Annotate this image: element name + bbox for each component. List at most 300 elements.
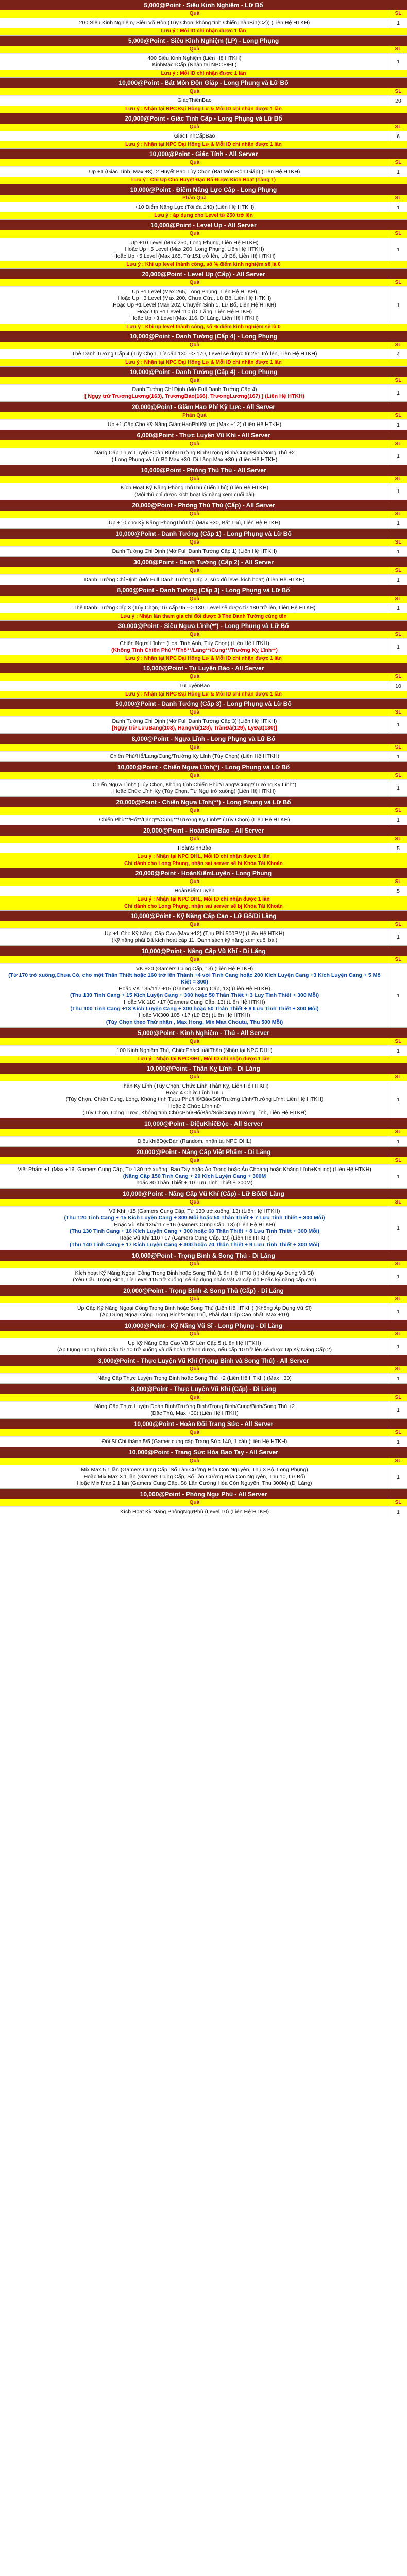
table-header [0,596,407,603]
qty-cell: 1 [389,518,407,528]
text-line: (Thu 130 Tinh Cang + 15 Kích Luyện Cang + 300 hoặc 50 Thân Thiết + 3 Luy Tinh Thiết + 300 Mỗi) [70,992,319,998]
text-line: Up +10 cho Kỹ Năng PhòngThủThú (Max +30, Bất Thú, Liên Hệ HTKH) [108,520,281,526]
text-line: Hoặc 4 Chức Lĩnh TuLu [165,1090,224,1096]
reward-section [0,465,407,500]
table-header [0,412,407,419]
reward-section [0,1118,407,1147]
qty-column-header: SL [395,441,402,447]
qty-cell: 1 [389,483,407,500]
text-line: Lưu ý : Nhận tại NPC ĐHL, Mỗi ID chỉ nhận được 1 lần [137,1056,270,1062]
text-line: Hoặc Up +1 Level 110 (Di Lăng, Liên Hệ HTKH) [137,309,252,315]
reward-section [0,1384,407,1419]
text-line: Lưu ý : Nhận tại NPC Đại Hồng Lư & Mỗi ID chỉ nhận được 1 lần [125,106,282,112]
table-header [0,539,407,546]
reward-section [0,529,407,557]
table-row [0,448,407,465]
text-line: (Thu 140 Tinh Cang + 17 Kích Luyện Cang + 300 hoặc 70 Thân Thiết + 9 Lưu Tinh Thiết + 300 Mỗi) [69,1242,320,1248]
text-line: (Thu 100 Tinh Cang +13 Kích Luyện Cang + 300 hoặc 50 Thân Thiết + 8 Lưu Tinh Thiết + 300 Mỗi) [70,1006,319,1012]
gift-column-header: Quà [0,772,389,779]
reward-section [0,911,407,946]
text-line: [Ngụy trừ LưuBang(103), HạngVũ(128), TrầnĐà(129), LyĐạt(130)] [112,725,277,731]
qty-column-header: SL [395,11,402,16]
reward-section [0,0,407,36]
qty-cell: 1 [389,603,407,613]
table-row [0,518,407,528]
qty-column-header: SL [395,1129,402,1135]
text-line: Hoặc Up +1 Level (Max 202, Chuyển Sinh 1, Lữ Bố, Liên Hệ HTKH) [113,302,276,308]
gift-column-header: Quà [0,46,389,53]
gift-cell [0,1136,389,1146]
gift-column-header: Quà [0,807,389,815]
section-note [0,691,407,698]
qty-column-header: SL [395,1458,402,1464]
qty-column-header: SL [395,539,402,545]
qty-cell: 1 [389,202,407,212]
text-line: (Từ 170 trở xuống,Chưa Có, cho một Thân Thiết hoặc 160 trở lên Thành +4 với Tinh Cang hoặc 200 Kích Luyện Cang +3 Kích Luyện Cang + 5 Mố Kiệt = 300) [8,972,381,985]
gift-cell [0,638,389,655]
table-row [0,238,407,261]
gift-cell [0,1401,389,1418]
text-line: Hoặc Up +3 Level (Max 200, Chưa Cửu, Lữ Bố, Liên Hệ HTKH) [117,295,272,301]
text-line: (Thu 130 Tinh Cang + 16 Kích Luyện Cang + 300 hoặc 60 Thân Thiết + 8 Lưu Tinh Thiết + 300 Mỗi) [69,1228,320,1234]
gift-cell [0,843,389,853]
text-line: Năng Cấp Thực Luyện Đoàn Binh/Trường Binh/Trọng Binh/Cung/Binh/Song Thủ +2 [94,450,295,456]
text-line: Chiến Ngựa Lĩnh* (Túy Chọn, Không tính Chiến Phù*/Lang*/Cung*/Trường Kỵ Lĩnh*) [92,782,297,788]
qty-column-header: SL [395,476,402,482]
text-line: Hoặc VK 135/117 +15 (Gamers Cung Cấp, 13) (Liên Hệ HTKH) [118,986,270,992]
gift-cell [0,1465,389,1488]
section-title: 20,000@Point - Chiến Ngựa Lĩnh(**) - Long Phụng và Lữ Bố [0,797,407,807]
table-row [0,716,407,733]
text-line: Hoặc Mix Max 2 1 lần (Gamers Cung Cấp, Số Lần Cường Hóa Còn Nguyên, Thu 300M) (Di Lăng) [77,1480,312,1486]
qty-cell: 1 [389,716,407,733]
text-line: Hoặc VK 110 +17 (Gamers Cung Cấp, 13) (Liên Hệ HTKH) [124,999,265,1005]
text-line: KinhMạchCấp (Nhận tại NPC ĐHL) [152,62,237,68]
table-header [0,631,407,638]
table-row [0,419,407,430]
gift-column-header: Quà [0,440,389,448]
gift-cell [0,53,389,70]
section-title: 10,000@Point - Điểm Năng Lực Cấp - Long Phụng [0,184,407,195]
qty-column-header: SL [395,744,402,750]
table-header [0,1429,407,1436]
gift-column-header: Quà [0,1458,389,1465]
qty-column-header: SL [395,957,402,962]
text-line: Năng Cấp Thực Luyện Đoàn Binh/Trường Binh/Trọng Binh/Cung/Binh/Song Thủ +2 [94,1403,295,1410]
table-header [0,921,407,928]
gift-cell [0,18,389,28]
table-header [0,46,407,53]
section-note [0,613,407,620]
gift-column-header: Quà [0,1157,389,1164]
table-row [0,53,407,70]
table-row [0,963,407,1027]
section-note [0,324,407,331]
table-row [0,483,407,500]
section-note [0,70,407,77]
qty-cell: 1 [389,1164,407,1188]
gift-cell [0,1338,389,1355]
gift-column-header: Quà [0,878,389,886]
gift-cell [0,483,389,500]
qty-column-header: SL [395,46,402,52]
text-line: Thẻ Danh Tướng Cấp 3 (Túy Chọn, Từ cấp 95 --> 130, Level sẽ được từ 180 trở lên, Liên Hệ HTKH) [73,605,316,611]
table-header [0,709,407,716]
text-line: Lưu ý : Nhận lần tham gia chỉ đổi được 3 Thẻ Danh Tướng cùng tên [120,614,287,619]
text-line: VK +20 (Gamers Cung Cấp, 13) (Liên Hệ HTKH) [135,965,253,972]
reward-section [0,1250,407,1285]
text-line: ( Long Phụng và Lữ Bố Max +30, Di Lăng Max +30 ) (Liên Hệ HTKH) [111,456,278,463]
reward-section [0,149,407,184]
qty-cell: 1 [389,1206,407,1250]
reward-section [0,220,407,269]
table-row [0,1436,407,1447]
gift-column-header: Quà [0,476,389,483]
text-line: GiácThiênBao [177,97,212,104]
text-line: Lưu ý : Nhận tại NPC Đại Hồng Lư & Mỗi ID chỉ nhận được 1 lần [125,656,282,662]
text-line: Up Kỹ Năng Cấp Cao Vũ Sĩ Lên Cấp 5 (Liên Hệ HTKH) [128,1340,261,1346]
table-row [0,1206,407,1250]
text-line: Đổi Sĩ Chỉ thành 5/5 (Gamer cung cấp Trang Sức 140, 1 cái) (Liên Hệ HTKH) [101,1438,287,1445]
qty-cell: 1 [389,1136,407,1146]
reward-section [0,663,407,699]
qty-column-header: SL [395,511,402,517]
table-row [0,546,407,556]
gift-column-header: Quà [0,1429,389,1436]
section-title: 30,000@Point - Siêu Ngựa Lĩnh(**) - Long Phụng và Lữ Bố [0,621,407,631]
table-header [0,230,407,238]
section-note [0,212,407,219]
table-header [0,279,407,286]
table-row [0,1373,407,1383]
section-title: 10,000@Point - Chiến Ngựa Lĩnh(*) - Long Phụng và Lữ Bố [0,762,407,772]
table-header [0,159,407,166]
qty-cell: 1 [389,53,407,70]
text-line: HoànSinhBảo [178,845,211,851]
gift-cell [0,1081,389,1118]
qty-column-header: SL [395,922,402,927]
table-row [0,1338,407,1355]
qty-column-header: SL [395,1039,402,1044]
table-row [0,95,407,106]
gift-cell [0,928,389,945]
table-row [0,166,407,177]
qty-cell: 1 [389,238,407,261]
qty-cell: 1 [389,1373,407,1383]
section-title: 3,000@Point - Thực Luyện Vũ Khí (Trọng Binh và Song Thủ) - All Server [0,1355,407,1366]
table-header [0,744,407,751]
section-title: 5,000@Point - Kinh Nghiệm - Thú - All Server [0,1028,407,1038]
text-line: Chiến Ngựa Lĩnh** (Loại Tinh Anh, Tùy Chọn) (Liên Hệ HTKH) [120,640,269,647]
table-row [0,638,407,655]
text-line: Hoặc 2 Chức Lĩnh nữ [168,1103,221,1109]
section-note [0,1056,407,1063]
text-line: Mix Max 5 1 lần (Gamers Cung Cấp, Số Lần Cường Hóa Con Nguyên, Thụ 3 Bộ, Long Phụng) [81,1467,308,1473]
table-row [0,349,407,359]
table-row [0,1401,407,1418]
text-line: Lưu ý : Nhận tại NPC ĐHL, Mỗi ID chỉ nhận được 1 lần [137,854,270,859]
qty-cell: 1 [389,384,407,401]
gift-cell [0,1206,389,1250]
qty-column-header: SL [395,1366,402,1372]
gift-cell [0,681,389,691]
table-row [0,681,407,691]
qty-cell: 1 [389,166,407,177]
gift-cell [0,518,389,528]
text-line: Chỉ dành cho Long Phụng, nhận sai server sẽ bị Khóa Tài Khoản [124,904,283,909]
gift-cell [0,1436,389,1447]
gift-cell [0,716,389,733]
gift-cell [0,1164,389,1188]
table-row [0,779,407,796]
text-line: TuLuyệnBao [179,683,210,689]
reward-section [0,1419,407,1447]
section-title: 10,000@Point - Danh Tướng (Cấp 4) - Long Phụng [0,331,407,342]
gift-column-header: Quà [0,1394,389,1401]
table-header [0,88,407,95]
gift-column-header: Quà [0,1366,389,1373]
gift-column-header: Quà [0,1199,389,1206]
qty-column-header: SL [395,773,402,778]
reward-section [0,557,407,585]
table-row [0,1465,407,1488]
qty-cell: 1 [389,574,407,585]
text-line: (Dặc Thù, Max +30) (Liên Hệ HTKH) [150,1410,239,1416]
qty-column-header: SL [395,1199,402,1205]
gift-column-header: Quà [0,1331,389,1338]
text-line: Up +1 Cấp Cho Kỹ Năng GiảmHaoPhíKỹLực (Max +12) (Liên Hệ HTKH) [107,421,282,428]
text-line: Lưu ý : Mỗi ID chỉ nhận được 1 lần [161,28,246,34]
gift-cell [0,448,389,465]
gift-column-header: Quà [0,377,389,384]
section-title: 20,000@Point - HoànKiếmLuyện - Long Phụng [0,868,407,878]
table-header [0,1499,407,1506]
qty-column-header: SL [395,596,402,602]
qty-cell: 20 [389,95,407,106]
section-title: 10,000@Point - Kỹ Năng Cấp Cao - Lữ Bố/Di Lăng [0,911,407,921]
text-line: Chiến Phù/Hổ/Lang/Cung/Trường Kỵ Lĩnh (Tùy Chọn) (Liên Hệ HTKH) [109,753,280,759]
table-header [0,1261,407,1268]
text-line: Up +10 Level (Max 250, Long Phụng, Liên Hệ HTKH) [130,240,259,246]
gift-column-header: Quà [0,159,389,166]
gift-column-header: Quà [0,279,389,286]
section-note [0,141,407,148]
section-title: 10,000@Point - Giác Tính - All Server [0,149,407,159]
section-title: 10,000@Point - Nâng Cấp Vũ Khí (Cấp) - Lữ Bố/Di Lăng [0,1189,407,1199]
section-title: 10,000@Point - Thân Kỵ Lĩnh - Di Lăng [0,1063,407,1074]
text-line: Up Cấp Kỹ Năng Ngoại Công Trọng Binh hoặc Song Thủ (Liên Hệ HTKH) (Không Áp Dụng Vũ Sĩ) [77,1305,312,1311]
reward-section [0,113,407,149]
gift-cell [0,384,389,401]
table-row [0,815,407,825]
text-line: HoànKiếmLuyện [174,888,215,894]
table-header [0,1199,407,1206]
text-line: Danh Tướng Chỉ Định (Mở Full Danh Tướng Cấp 2, sức đủ level kích hoạt) (Liên Hệ HTKH) [84,577,305,583]
text-line: Danh Tướng Chỉ Định (Mở Full Danh Tướng Cấp 4) [132,386,257,393]
text-line: 200 Siêu Kinh Nghiệm, Siêu Võ Hồn (Túy Chọn, không tính ChiếnThầnBin(CZ)) (Liên Hệ HTKH) [79,20,310,26]
text-line: Up +1 Level (Max 265, Long Phụng, Liên Hệ HTKH) [132,289,257,295]
gift-cell [0,751,389,761]
text-line: Lưu ý : Nhận tại NPC ĐHL, Mỗi ID chỉ nhận được 1 lần [137,896,270,902]
reward-section [0,1028,407,1063]
text-line: DiệuKhiếĐộcBán (Random, nhận tại NPC ĐHL) [137,1138,252,1144]
gift-column-header: Quà [0,1296,389,1303]
qty-cell: 6 [389,131,407,141]
table-row [0,384,407,401]
section-title: 20,000@Point - HoànSinhBảo - All Server [0,825,407,836]
reward-section [0,331,407,367]
text-line: Lưu ý : Nhận tại NPC Đại Hồng Lư & Mỗi ID chỉ nhận được 1 lần [125,691,282,697]
gift-column-header: Quà [0,1038,389,1045]
gift-cell [0,238,389,261]
table-header [0,195,407,202]
qty-column-header: SL [395,89,402,94]
text-line: Việt Phẩm +1 (Max +16, Gamers Cung Cấp, Từ 130 trở xuống, Bao Tay hoặc Áo Trọng hoặc Áo Choàng hoặc Khăng Lĩnh+Khung) (Liên Hệ HTKH) [18,1166,371,1173]
table-row [0,574,407,585]
reward-section [0,734,407,762]
text-line: 100 Kinh Nghiệm Thú, ChiếcPhácHuấtThần (Nhận tại NPC ĐHL) [116,1047,273,1054]
reward-section [0,797,407,825]
reward-section [0,1285,407,1320]
reward-section [0,825,407,868]
text-line: +10 Điểm Năng Lực (Tối đa 140) (Liên Hệ HTKH) [134,204,255,210]
text-line: GiácTinhCấpBao [174,133,215,139]
gift-column-header: Quà [0,511,389,518]
section-title: 10,000@Point - Nâng Cấp Vũ Khí - Di Lăng [0,946,407,956]
text-line: Hoặc Vũ Khí 110 +17 (Gamers Cung Cấp, 13) (Liên Hệ HTKH) [119,1235,270,1241]
table-header [0,1366,407,1373]
text-line: Hoặc Mix Max 3 1 lần (Gamers Cung Cấp, Số Lần Cường Hóa Con Nguyên, Thu 10, Lữ Bố) [83,1473,306,1480]
gift-cell [0,1506,389,1517]
gift-cell [0,603,389,613]
section-title: 20,000@Point - Nâng Cấp Việt Phẩm - Di Lăng [0,1147,407,1157]
qty-column-header: SL [395,808,402,814]
section-title: 20,000@Point - Giác Tinh Cấp - Long Phụng và Lữ Bố [0,113,407,124]
qty-column-header: SL [395,1331,402,1337]
gift-cell [0,1268,389,1285]
reward-section [0,699,407,734]
gift-column-header: Phần Quà [0,195,389,202]
reward-section [0,367,407,402]
gift-cell [0,349,389,359]
table-header [0,511,407,518]
table-header [0,10,407,18]
qty-cell: 1 [389,963,407,1027]
qty-column-header: SL [395,160,402,165]
text-line: (Nâng Cấp 150 Tinh Cang + 20 Kích Luyện Cang + 300M [123,1173,266,1179]
gift-column-header: Phần Quà [0,412,389,419]
section-note [0,177,407,184]
text-line: (Yêu Cầu Trọng Binh, Từ Level 115 trở xuống, sẽ áp dụng nhân vật và cấp độ Hoặc ký năng cấp cao) [73,1277,316,1283]
qty-column-header: SL [395,674,402,680]
text-line: hoặc 80 Thân Thiết + 10 Lưu Tinh Thiết + 300M) [136,1180,253,1186]
table-row [0,286,407,324]
text-line: Hoặc Up +5 Level (Max 260, Long Phụng, Liên Hệ HTKH) [125,246,264,252]
table-header [0,673,407,681]
qty-column-header: SL [395,195,402,201]
section-note [0,261,407,268]
text-line: Up +1 (Giác Tính, Max +8), 2 Huyết Bao Tùy Chọn (Bát Môn Độn Giáp) (Liên Hệ HTKH) [89,168,300,175]
table-header [0,956,407,963]
gift-cell [0,286,389,324]
qty-cell: 1 [389,815,407,825]
reward-section [0,1320,407,1355]
reward-section [0,1355,407,1384]
gift-cell [0,419,389,430]
section-title: 10,000@Point - Hoàn Đổi Trang Sức - All Server [0,1419,407,1429]
text-line: Thân Kỵ Lĩnh (Túy Chọn, Chức Lĩnh Thân Kỵ, Liên Hệ HTKH) [120,1083,269,1089]
text-line: Kích Hoạt Kỹ Năng PhòngThủThú (Tiến Thủ) (Liên Hệ HTKH) [120,485,269,491]
text-line: Chiến Phù**/Hổ**/Lang**/Cung**/Trường Kỵ Lĩnh** (Tùy Chọn) (Liên Hệ HTKH) [99,817,290,823]
table-header [0,377,407,384]
reward-section [0,402,407,430]
qty-cell: 1 [389,448,407,465]
section-title: 10,000@Point - Trọng Binh & Song Thủ - Di Lăng [0,1250,407,1261]
gift-column-header: Quà [0,342,389,349]
table-row [0,1081,407,1118]
section-title: 10,000@Point - Kỹ Năng Vũ Sĩ - Long Phụng - Di Lăng [0,1320,407,1331]
qty-cell: 1 [389,1506,407,1517]
gift-column-header: Quà [0,1074,389,1081]
text-line: (Mỗi thú chỉ được kích hoạt kỹ năng xem cuối bài) [134,492,255,498]
text-line: (Thu 120 Tinh Cang + 15 Kích Luyện Cang + 300 Mỗi hoặc 50 Thân Thiết + 7 Lưu Tinh Thiết + 300 Mỗi) [64,1215,325,1221]
table-row [0,202,407,212]
qty-cell: 4 [389,349,407,359]
qty-column-header: SL [395,231,402,236]
section-note [0,28,407,35]
section-title: 10,000@Point - Phòng Thủ Thú - All Server [0,465,407,476]
text-line: Hoặc Up +3 Level (Max 116, Di Lăng, Liên Hệ HTKH) [130,315,259,321]
gift-cell [0,1373,389,1383]
section-title: 5,000@Point - Siêu Kinh Nghiệm (LP) - Long Phụng [0,36,407,46]
qty-column-header: SL [395,568,402,573]
table-header [0,772,407,779]
reward-section [0,36,407,78]
table-header [0,1038,407,1045]
qty-column-header: SL [395,1500,402,1505]
qty-column-header: SL [395,709,402,715]
text-line: Kích hoạt Kỹ Năng Ngoại Công Trọng Binh hoặc Song Thủ (Liên Hệ HTKH) (Không Áp Dụng Vũ Sĩ) [75,1270,314,1276]
text-line: Lưu ý : Mỗi ID chỉ nhận được 1 lần [161,71,246,76]
section-title: 10,000@Point - Level Up - All Server [0,220,407,230]
text-line: Hoặc Chức Lĩnh Kỵ (Túy Chọn, Từ Ngự trở xuống) (Liên Hệ HTKH) [113,788,276,794]
qty-column-header: SL [395,1430,402,1435]
qty-cell: 1 [389,18,407,28]
table-row [0,603,407,613]
qty-column-header: SL [395,632,402,637]
table-header [0,1458,407,1465]
section-title: 10,000@Point - Danh Tướng (Cấp 4) - Long Phụng [0,367,407,377]
qty-cell: 1 [389,1401,407,1418]
section-note [0,853,407,868]
text-line: Hoặc VK300 105 +17 (Lữ Bố) (Liên Hệ HTKH) [139,1012,250,1019]
text-line: Lưu ý : Khi up level thành công, số % điểm kinh nghiệm sẽ là 0 [126,262,281,267]
reward-section [0,78,407,113]
gift-column-header: Quà [0,230,389,238]
gift-column-header: Quà [0,88,389,95]
gift-column-header: Quà [0,956,389,963]
section-title: 20,000@Point - Level Up (Cấp) - All Server [0,269,407,279]
gift-cell [0,1303,389,1320]
reward-section [0,500,407,529]
table-row [0,886,407,896]
text-line: [ Ngụy trừ TrươngLương(163), TrươngBảo(166), TrươngLương(167) ] (Liên Hệ HTKH) [84,393,305,399]
qty-cell: 1 [389,1268,407,1285]
reward-section [0,1063,407,1118]
qty-column-header: SL [395,1261,402,1267]
text-line: Danh Tướng Chỉ Định (Mở Full Danh Tướng Cấp 3) (Liên Hệ HTKH) [112,718,277,724]
qty-cell: 1 [389,546,407,556]
